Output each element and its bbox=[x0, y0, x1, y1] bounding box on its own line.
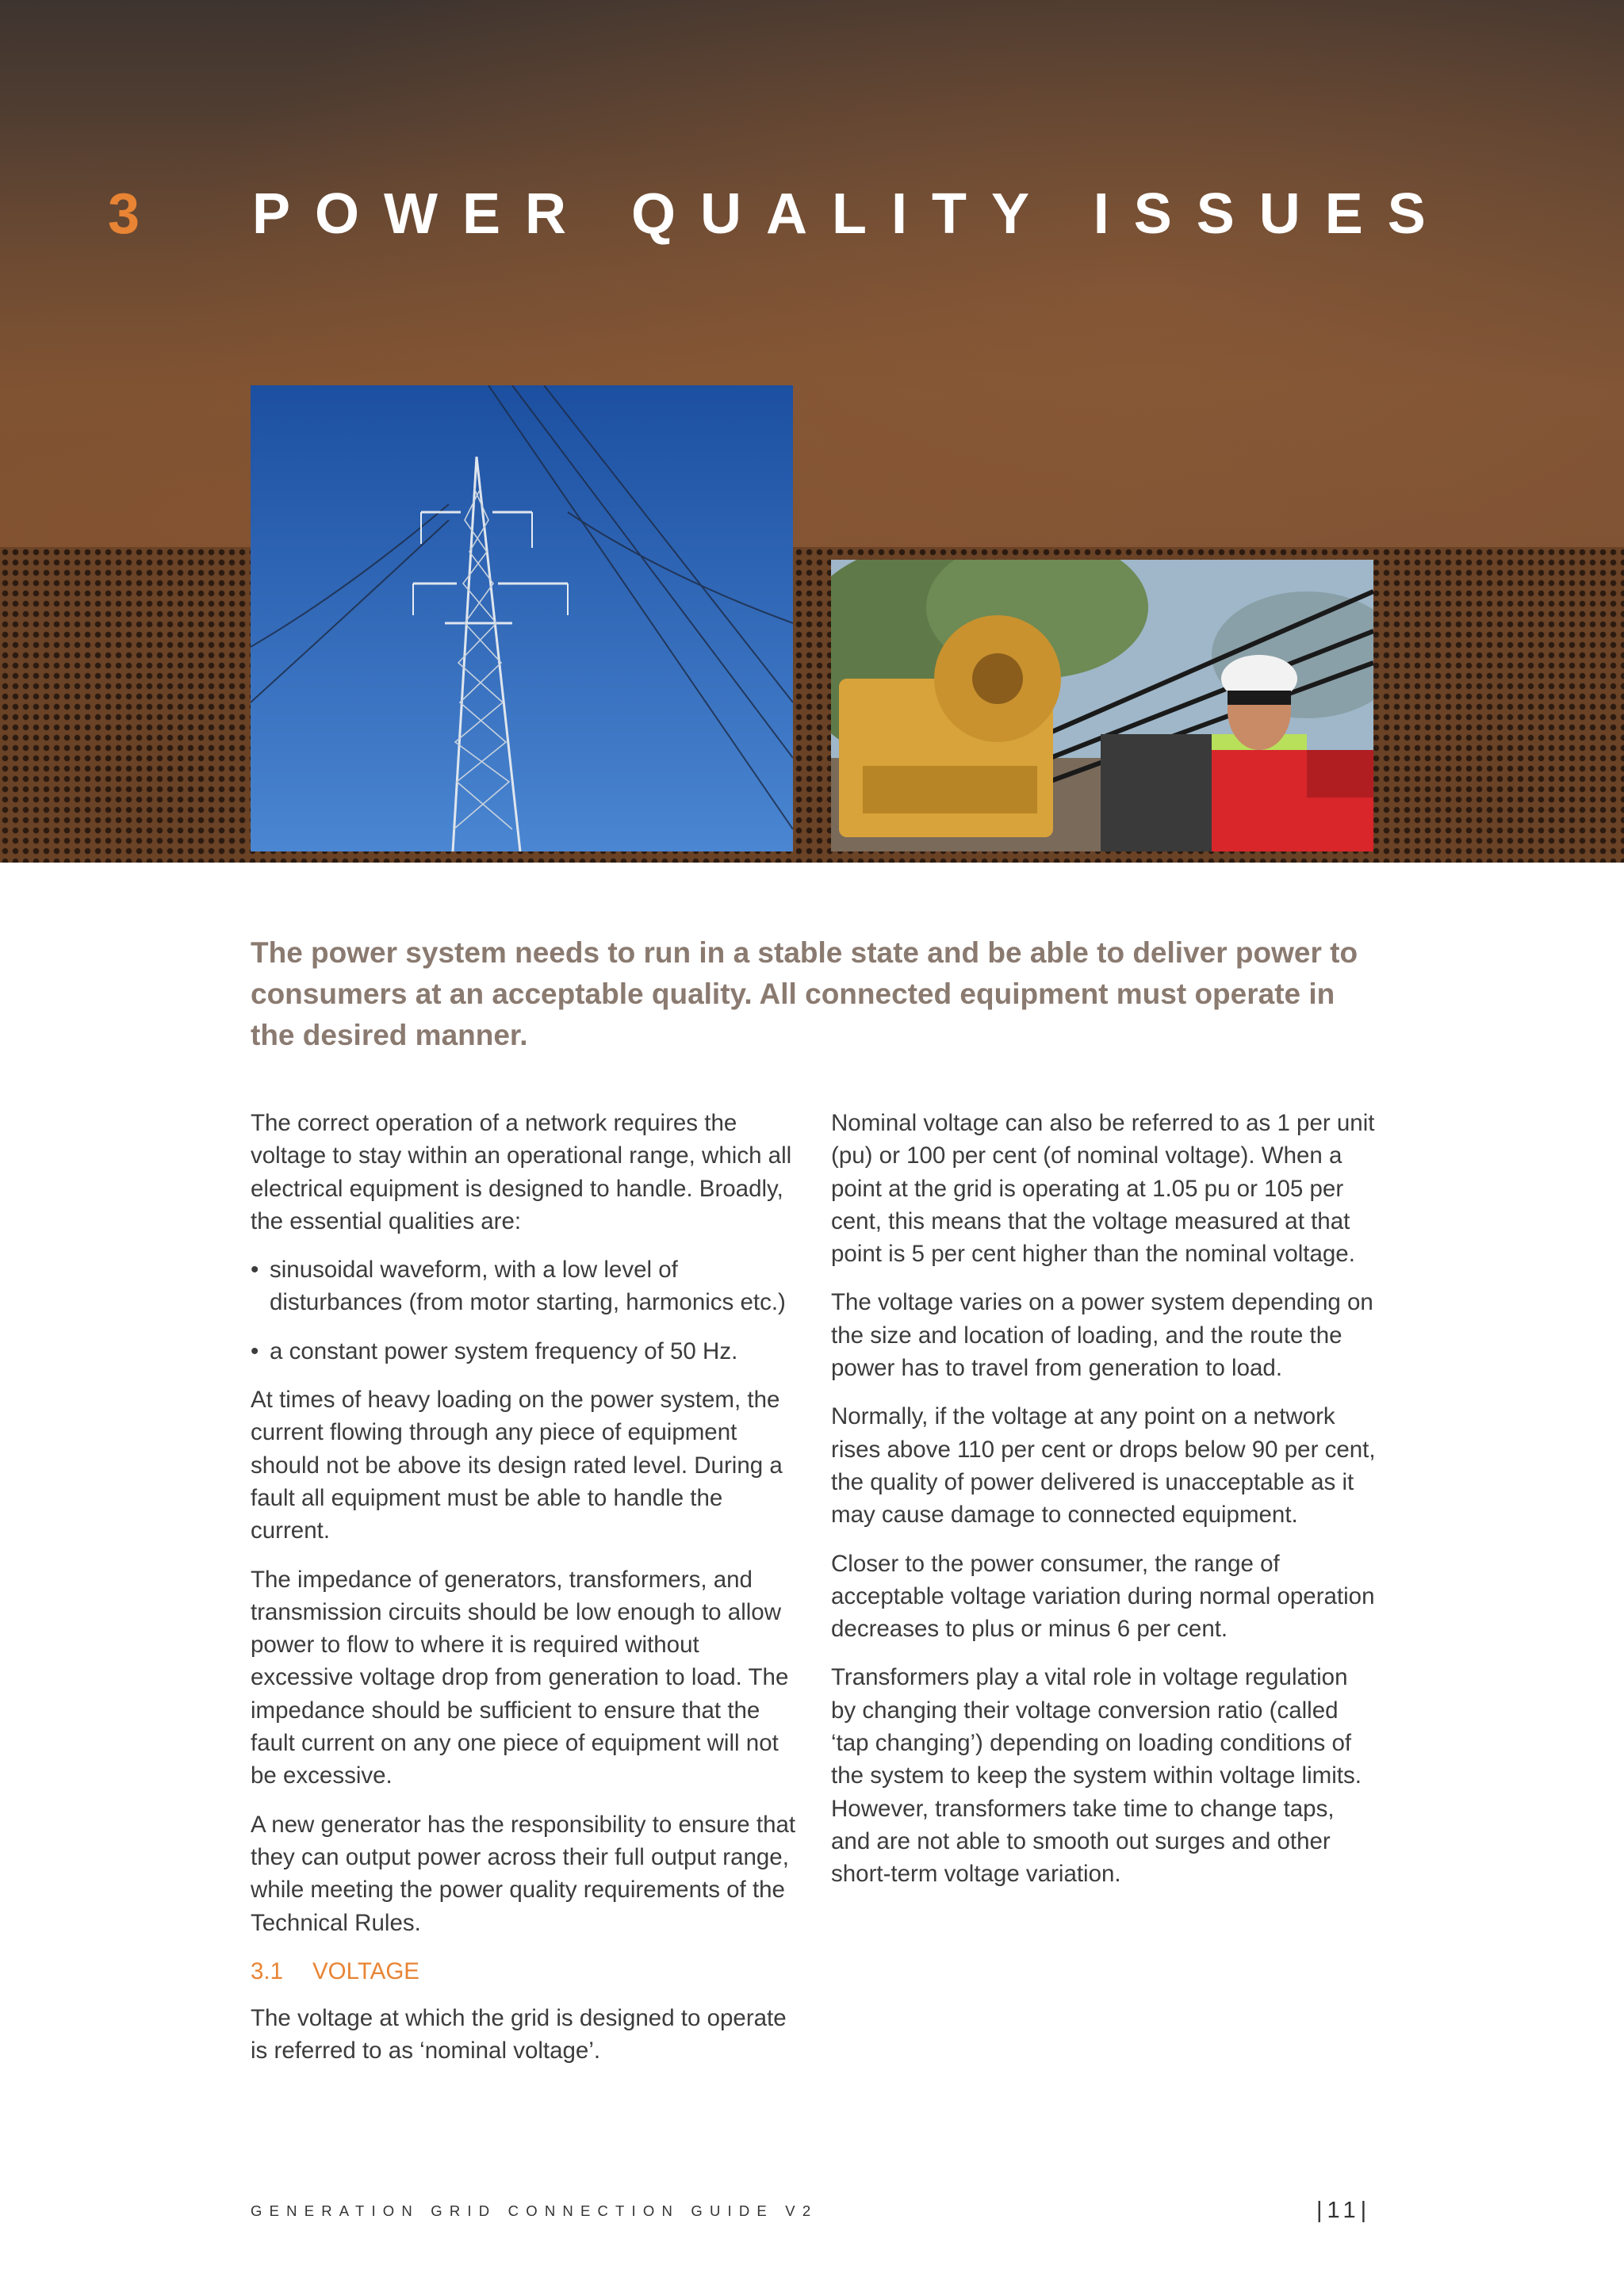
list-item bbox=[251, 1253, 798, 1319]
left-column bbox=[251, 1107, 798, 2083]
bullet-icon: • bbox=[251, 1257, 259, 1284]
paragraph: Nominal voltage can also be referred to as 1 per unit (pu) or 100 per cent (of nominal voltage). When a point at the grid is operating at 1.05 pu or 105 per cent, this means that the voltage measured at that point is 5 per cent higher than the nominal voltage. bbox=[831, 1110, 1375, 1268]
paragraph: The correct operation of a network requires the voltage to stay within an operational range, which all electrical equipment is designed to handle. Broadly, the essential qualities are: bbox=[251, 1110, 792, 1234]
qualities-list bbox=[251, 1253, 798, 1368]
paragraph: Normally, if the voltage at any point on a network rises above 110 per cent or drops below 90 per cent, the quality of power delivered is unacceptable as it may cause damage to connected equipment. bbox=[831, 1403, 1376, 1529]
bullet-icon: • bbox=[251, 1337, 259, 1364]
chapter-banner bbox=[0, 0, 1624, 863]
list-item bbox=[251, 1335, 798, 1368]
paragraph: At times of heavy loading on the power system, the current flowing through any piece of equipment should not be above its design rated level. During a fault all equipment must be able to handle the current. bbox=[251, 1387, 783, 1544]
line-worker-photo bbox=[831, 560, 1373, 851]
chapter-title: POWER QUALITY ISSUES bbox=[252, 182, 1450, 246]
paragraph: Closer to the power consumer, the range of acceptable voltage variation during normal operation decreases to plus or minus 6 per cent. bbox=[831, 1550, 1375, 1643]
list-item-text: sinusoidal waveform, with a low level of disturbances (from motor starting, harmonics etc.) bbox=[270, 1257, 786, 1316]
intro-text: The power system needs to run in a stable state and be able to deliver power to consumers at an acceptable quality. All connected equipment must operate in the desired manner. bbox=[251, 936, 1358, 1051]
page-number: |11| bbox=[1316, 2198, 1372, 2223]
line-worker-illustration bbox=[831, 560, 1373, 851]
chapter-number: 3 bbox=[108, 182, 140, 246]
transmission-tower-illustration bbox=[251, 385, 793, 851]
section-heading bbox=[251, 1955, 798, 1988]
right-column bbox=[831, 1107, 1378, 1907]
paragraph: The voltage at which the grid is designed to operate is referred to as ‘nominal voltage’. bbox=[251, 2004, 787, 2064]
paragraph: Transformers play a vital role in voltage regulation by changing their voltage conversion ratio (called ‘tap changing’) depending on loading conditions of the system to keep the system within voltage limits. However, transformers take time to change taps, and are not able to smooth out surges and other short-term voltage variation. bbox=[831, 1664, 1362, 1888]
footer-title: GENERATION GRID CONNECTION GUIDE V2 bbox=[251, 2202, 818, 2219]
paragraph: The voltage varies on a power system depending on the size and location of loading, and the route the power has to travel from generation to load. bbox=[831, 1289, 1373, 1382]
halftone-pattern bbox=[0, 547, 1624, 863]
paragraph: The impedance of generators, transformers, and transmission circuits should be low enough to allow power to flow to where it is required without excessive voltage drop from generation to load. The impedance should be sufficient to ensure that the fault current on any one piece of equipment will not be excessive. bbox=[251, 1566, 789, 1789]
paragraph: A new generator has the responsibility to ensure that they can output power across their full output range, while meeting the power quality requirements of the Technical Rules. bbox=[251, 1811, 796, 1936]
transmission-tower-photo bbox=[251, 385, 793, 851]
section-number: 3.1 bbox=[251, 1957, 284, 1984]
section-title: VOLTAGE bbox=[312, 1957, 419, 1984]
list-item-text: a constant power system frequency of 50 Hz. bbox=[270, 1337, 738, 1364]
